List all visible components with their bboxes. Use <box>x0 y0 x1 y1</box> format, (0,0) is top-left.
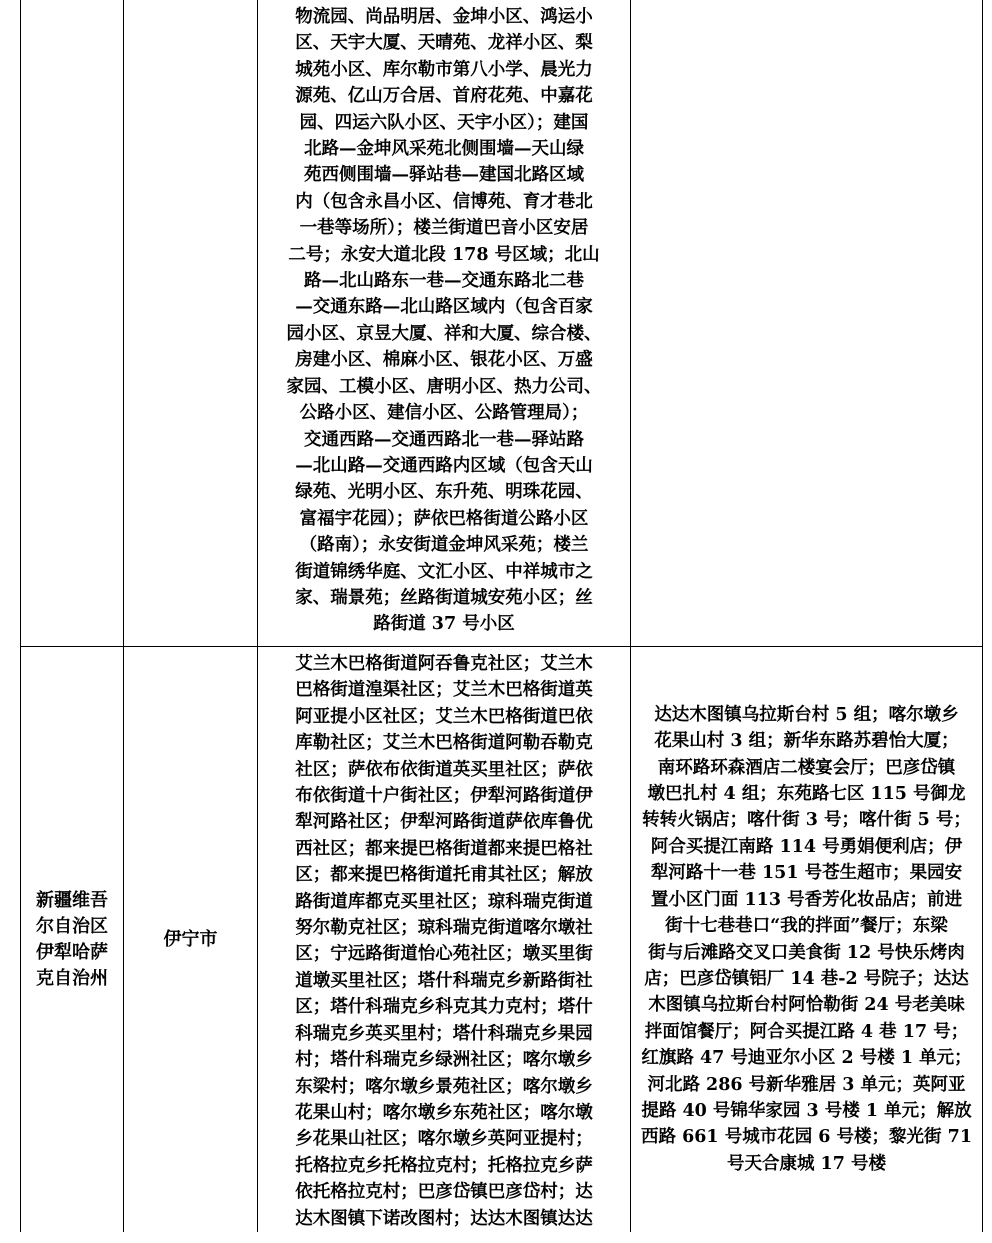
places-cell <box>631 0 983 647</box>
areas-cell <box>258 647 631 1233</box>
city-cell <box>124 0 258 647</box>
areas-text: 物流园、尚品明居、金坤小区、鸿运小 区、天宇大厦、天晴苑、龙祥小区、梨 城苑小区、库尔勒市第八小学、晨光力 源苑、亿山万合居、首府花苑、中嘉花 园、四运六队小区、天宇小区）；建国 北路—金坤风采苑北侧围墙—天山绿 苑西侧围墙—驿站巷—建国北路区域 内（包含永昌小区、信博苑、育才巷北 一巷等场所）；楼兰街道巴音小区安居 二号；永安大道北段 178 号区域；北山 路—北山路东一巷—交通东路北二巷 —交通东路—北山路区域内（包含百家 园小区、京昱大厦、祥和大厦、综合楼、 房建小区、棉麻小区、银花小区、万盛 家园、工模小区、唐明小区、热力公司、 公路小区、建信小区、公路管理局）； 交通西路—交通西路北一巷—驿站路 —北山路—交通西路内区域（包含天山 绿苑、光明小区、东升苑、明珠花园、 富福宇花园）；萨依巴格街道公路小区 （路南）；永安街道金坤风采苑；楼兰 街道锦绣华庭、文汇小区、中祥城市之 家、瑞景苑；丝路街道城安苑小区；丝 路街道 37 号小区 <box>286 7 602 635</box>
region-text: 新疆维吾 尔自治区 伊犁哈萨 克自治州 <box>36 889 108 989</box>
risk-area-table <box>20 0 983 1232</box>
table-row <box>21 0 983 647</box>
city-text: 伊宁市 <box>163 928 218 950</box>
region-cell <box>21 647 124 1233</box>
city-cell <box>124 647 258 1233</box>
region-cell <box>21 0 124 647</box>
places-text: 达达木图镇乌拉斯台村 5 组；喀尔墩乡 花果山村 3 组；新华东路苏碧怡大厦； 南环路环森酒店二楼宴会厅；巴彦岱镇 墩巴扎村 4 组；东苑路七区 115 号御龙 转转火锅店；喀什街 3 号；喀什街 5 号； 阿合买提江南路 114 号勇娟便利店；伊 犁河路十一巷 151 号苍生超市；果园安 置小区门面 113 号香芳化妆品店；前进 街十七巷巷口“我的拌面”餐厅；东梁 街与后滩路交叉口美食街 12 号快乐烤肉 店；巴彦岱镇铝厂 14 巷-2 号院子；达达 木图镇乌拉斯台村阿恰勒街 24 号老美味 拌面馆餐厅；阿合买提江路 4 巷 17 号； 红旗路 47 号迪亚尔小区 2 号楼 1 单元； 河北路 286 号新华雅居 3 单元；英阿亚 提路 40 号锦华家园 3 号楼 1 单元；解放 西路 661 号城市花园 6 号楼；黎光街 71 号天合康城 17 号楼 <box>640 704 973 1174</box>
areas-cell <box>258 0 631 647</box>
table-row <box>21 647 983 1233</box>
places-cell <box>631 647 983 1233</box>
areas-text: 艾兰木巴格街道阿吞鲁克社区；艾兰木 巴格街道湟渠社区；艾兰木巴格街道英 阿亚提小区社区；艾兰木巴格街道巴依 库勒社区；艾兰木巴格街道阿勒吞勒克 社区；萨依布依街道英买里社区；萨依 布依街道十户街社区；伊犁河路街道伊 犁河路社区；伊犁河路街道萨依库鲁优 西社区；都来提巴格街道都来提巴格社 区；都来提巴格街道托甫其社区；解放 路街道库都克买里社区；琼科瑞克街道 努尔勒克社区；琼科瑞克街道喀尔墩社 区；宁远路街道怡心苑社区；墩买里街 道墩买里社区；塔什科瑞克乡新路街社 区；塔什科瑞克乡科克其力克村；塔什 科瑞克乡英买里村；塔什科瑞克乡果园 村；塔什科瑞克乡绿洲社区；喀尔墩乡 东梁村；喀尔墩乡景苑社区；喀尔墩乡 花果山村；喀尔墩乡东苑社区；喀尔墩 乡花果山社区；喀尔墩乡英阿亚提村； 托格拉克乡托格拉克村；托格拉克乡萨 依托格拉克村；巴彦岱镇巴彦岱村；达 达木图镇下诺改图村；达达木图镇达达 <box>295 654 593 1229</box>
